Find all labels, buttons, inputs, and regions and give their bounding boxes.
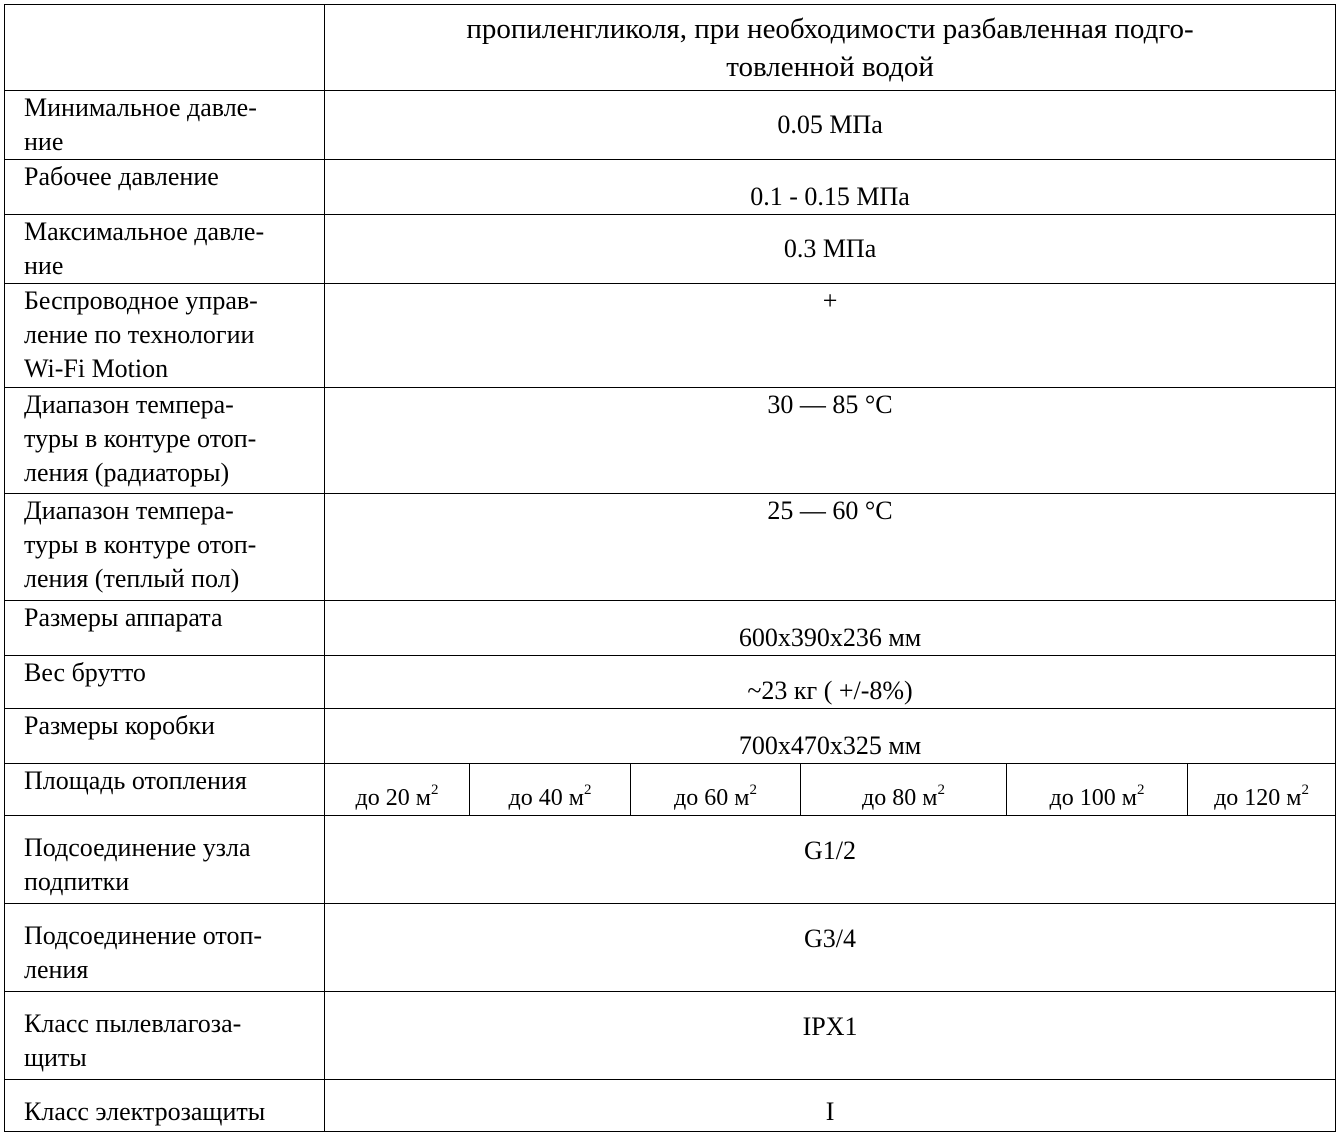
param-label: Вес брутто bbox=[5, 656, 325, 709]
heating-area-value: до 100 $м^2$ bbox=[1007, 764, 1188, 816]
table-row bbox=[5, 494, 1336, 601]
param-label: Подсоединение отоп- ления bbox=[5, 904, 325, 992]
param-value: 600х390х236 мм bbox=[325, 601, 1336, 656]
heating-area-value: до 20 $м^2$ bbox=[325, 764, 470, 816]
table-row bbox=[5, 160, 1336, 215]
header-empty-cell bbox=[5, 5, 325, 91]
table-row bbox=[5, 601, 1336, 656]
heating-area-value: до 40 $м^2$ bbox=[470, 764, 631, 816]
table-row bbox=[5, 284, 1336, 388]
param-value: 25 — 60 °C bbox=[325, 494, 1336, 601]
param-label: Класс пылевлагоза- щиты bbox=[5, 992, 325, 1080]
param-value: 700х470х325 мм bbox=[325, 709, 1336, 764]
table-row bbox=[5, 992, 1336, 1080]
param-value: G1/2 bbox=[325, 816, 1336, 904]
param-value: I bbox=[325, 1080, 1336, 1132]
table-row bbox=[5, 388, 1336, 494]
param-label: Подсоединение узла подпитки bbox=[5, 816, 325, 904]
table-row bbox=[5, 656, 1336, 709]
param-label: Беспроводное управ- ление по технологии Wi-Fi Motion bbox=[5, 284, 325, 388]
param-label: Максимальное давле- ние bbox=[5, 215, 325, 284]
param-value: G3/4 bbox=[325, 904, 1336, 992]
heating-area-value: до 60 $м^2$ bbox=[631, 764, 801, 816]
table-row bbox=[5, 1080, 1336, 1132]
param-label: Рабочее давление bbox=[5, 160, 325, 215]
heating-area-label: Площадь отопления bbox=[5, 764, 325, 816]
heating-area-value: до 120 $м^2$ bbox=[1188, 764, 1336, 816]
param-label: Размеры коробки bbox=[5, 709, 325, 764]
coolant-description: пропиленгликоля, при необходимости разбавленная подго- товленной водой bbox=[325, 5, 1336, 91]
param-value: 0.3 МПа bbox=[325, 215, 1336, 284]
table-row bbox=[5, 816, 1336, 904]
heating-area-value: до 80 $м^2$ bbox=[801, 764, 1007, 816]
param-value: IPX1 bbox=[325, 992, 1336, 1080]
param-value: 30 — 85 °C bbox=[325, 388, 1336, 494]
param-value: 0.1 - 0.15 МПа bbox=[325, 160, 1336, 215]
table-row bbox=[5, 215, 1336, 284]
heating-area-row bbox=[5, 764, 1336, 816]
param-value: ~23 кг ( +/-8%) bbox=[325, 656, 1336, 709]
specifications-table bbox=[4, 4, 1336, 1132]
param-label: Диапазон темпера- туры в контуре отоп- ления (радиаторы) bbox=[5, 388, 325, 494]
table-row bbox=[5, 709, 1336, 764]
param-label: Класс электрозащиты bbox=[5, 1080, 325, 1132]
table-row bbox=[5, 5, 1336, 91]
param-label: Размеры аппарата bbox=[5, 601, 325, 656]
param-value: + bbox=[325, 284, 1336, 388]
param-label: Минимальное давле- ние bbox=[5, 91, 325, 160]
param-label: Диапазон темпера- туры в контуре отоп- ления (теплый пол) bbox=[5, 494, 325, 601]
table-row bbox=[5, 904, 1336, 992]
param-value: 0.05 МПа bbox=[325, 91, 1336, 160]
table-row bbox=[5, 91, 1336, 160]
